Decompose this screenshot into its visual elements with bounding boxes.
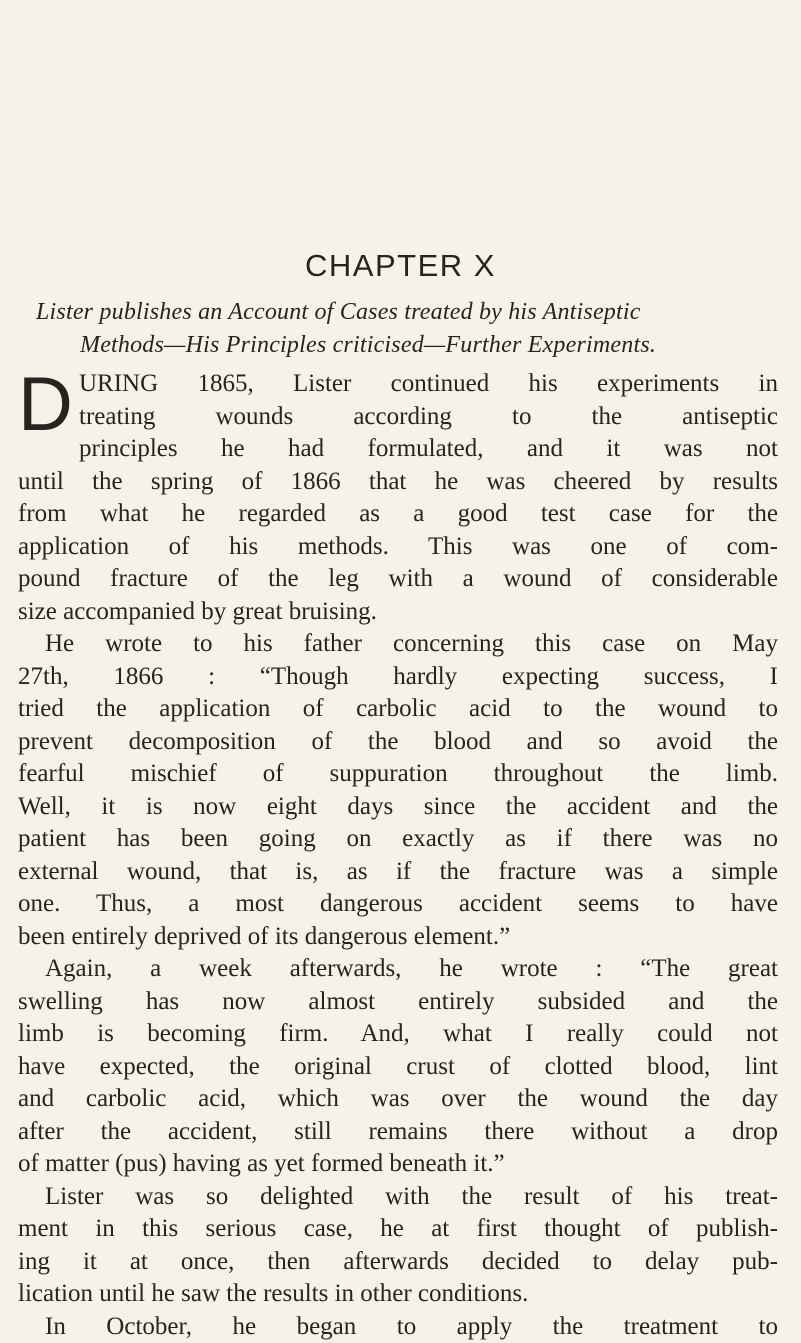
subtitle-line: Methods—His Principles criticised—Further Experiments.: [36, 329, 776, 362]
subtitle-line: Lister publishes an Account of Cases treated by his Antiseptic: [36, 296, 776, 329]
text-line: treating wounds according to the antiseptic: [18, 401, 778, 434]
chapter-heading: CHAPTER X: [0, 248, 801, 284]
text-line: lication until he saw the results in other conditions.: [18, 1278, 778, 1311]
text-line: and carbolic acid, which was over the wound the day: [18, 1083, 778, 1116]
text-line: Again, a week afterwards, he wrote : “The great: [18, 953, 778, 986]
text-line: from what he regarded as a good test case for the: [18, 498, 778, 531]
text-line: swelling has now almost entirely subsided and the: [18, 986, 778, 1019]
text-line: 27th, 1866 : “Though hardly expecting success, I: [18, 661, 778, 694]
text-line: URING 1865, Lister continued his experiments in: [18, 368, 778, 401]
body-text: [18, 368, 778, 1343]
chapter-subtitle: [36, 296, 776, 361]
text-line: after the accident, still remains there without a drop: [18, 1116, 778, 1149]
text-line: ing it at once, then afterwards decided to delay pub-: [18, 1246, 778, 1279]
text-line: He wrote to his father concerning this case on May: [18, 628, 778, 661]
text-line: Well, it is now eight days since the accident and the: [18, 791, 778, 824]
text-line: pound fracture of the leg with a wound of considerable: [18, 563, 778, 596]
drop-cap: D: [18, 372, 76, 438]
text-line: one. Thus, a most dangerous accident seems to have: [18, 888, 778, 921]
text-line: external wound, that is, as if the fracture was a simple: [18, 856, 778, 889]
text-line: limb is becoming firm. And, what I really could not: [18, 1018, 778, 1051]
text-line: prevent decomposition of the blood and so avoid the: [18, 726, 778, 759]
text-line: have expected, the original crust of clotted blood, lint: [18, 1051, 778, 1084]
text-line: tried the application of carbolic acid to the wound to: [18, 693, 778, 726]
text-line: of matter (pus) having as yet formed beneath it.”: [18, 1148, 778, 1181]
text-line: application of his methods. This was one of com-: [18, 531, 778, 564]
text-line: ment in this serious case, he at first thought of publish-: [18, 1213, 778, 1246]
text-line: size accompanied by great bruising.: [18, 596, 778, 629]
text-line: fearful mischief of suppuration throughout the limb.: [18, 758, 778, 791]
text-line: been entirely deprived of its dangerous element.”: [18, 921, 778, 954]
text-line: patient has been going on exactly as if there was no: [18, 823, 778, 856]
text-line: until the spring of 1866 that he was cheered by results: [18, 466, 778, 499]
text-line: principles he had formulated, and it was not: [18, 433, 778, 466]
text-line: Lister was so delighted with the result of his treat-: [18, 1181, 778, 1214]
text-line: In October, he began to apply the treatment to: [18, 1311, 778, 1343]
